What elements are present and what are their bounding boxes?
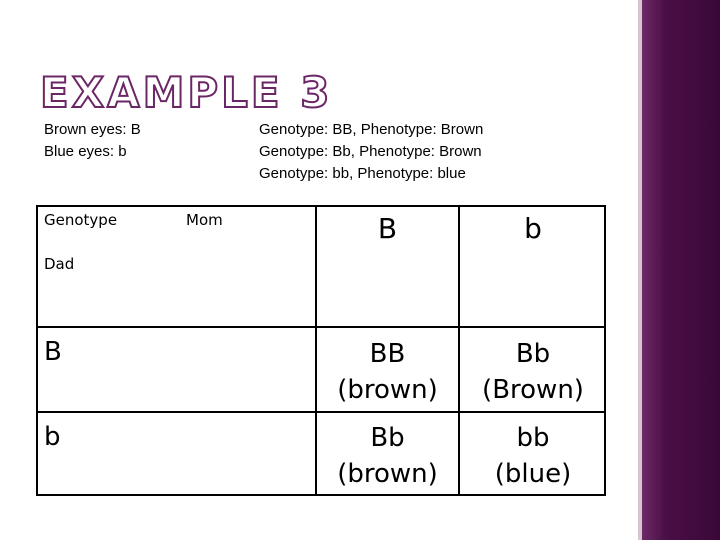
punnett-cell-bb-mixed-1 (460, 336, 606, 408)
decorative-sidebar (642, 0, 720, 540)
dad-allele-recessive: b (44, 422, 61, 452)
mom-allele-recessive: b (524, 212, 542, 245)
corner-genotype-label: Genotype (44, 211, 118, 229)
slide-title: EXAMPLE 3 (40, 68, 333, 117)
cell-genotype: Bb (370, 423, 405, 453)
allele-blue: Blue eyes: b (44, 143, 127, 160)
corner-mom-label: Mom (186, 211, 223, 229)
genotype-line-bb-mixed: Genotype: Bb, Phenotype: Brown (259, 143, 482, 160)
cell-phenotype: (Brown) (482, 375, 584, 405)
genotype-line-bb-lower: Genotype: bb, Phenotype: blue (259, 165, 466, 182)
dad-allele-dominant: B (44, 337, 62, 367)
grid-divider-header-left (36, 326, 317, 328)
cell-genotype: BB (369, 339, 406, 369)
cell-phenotype: (brown) (337, 375, 438, 405)
grid-divider-header (315, 326, 606, 328)
punnett-cell-bb-blue (460, 420, 606, 492)
grid-divider-row (36, 411, 606, 413)
cell-genotype: bb (516, 423, 550, 453)
punnett-cell-bb-mixed-2 (317, 420, 458, 492)
cell-phenotype: (brown) (337, 459, 438, 489)
mom-allele-dominant: B (377, 212, 398, 245)
genotype-line-bb-upper: Genotype: BB, Phenotype: Brown (259, 121, 484, 138)
punnett-cell-bb-brown (317, 336, 458, 408)
allele-brown: Brown eyes: B (44, 121, 141, 138)
corner-dad-label: Dad (44, 255, 75, 273)
cell-phenotype: (blue) (494, 459, 572, 489)
cell-genotype: Bb (515, 339, 551, 369)
